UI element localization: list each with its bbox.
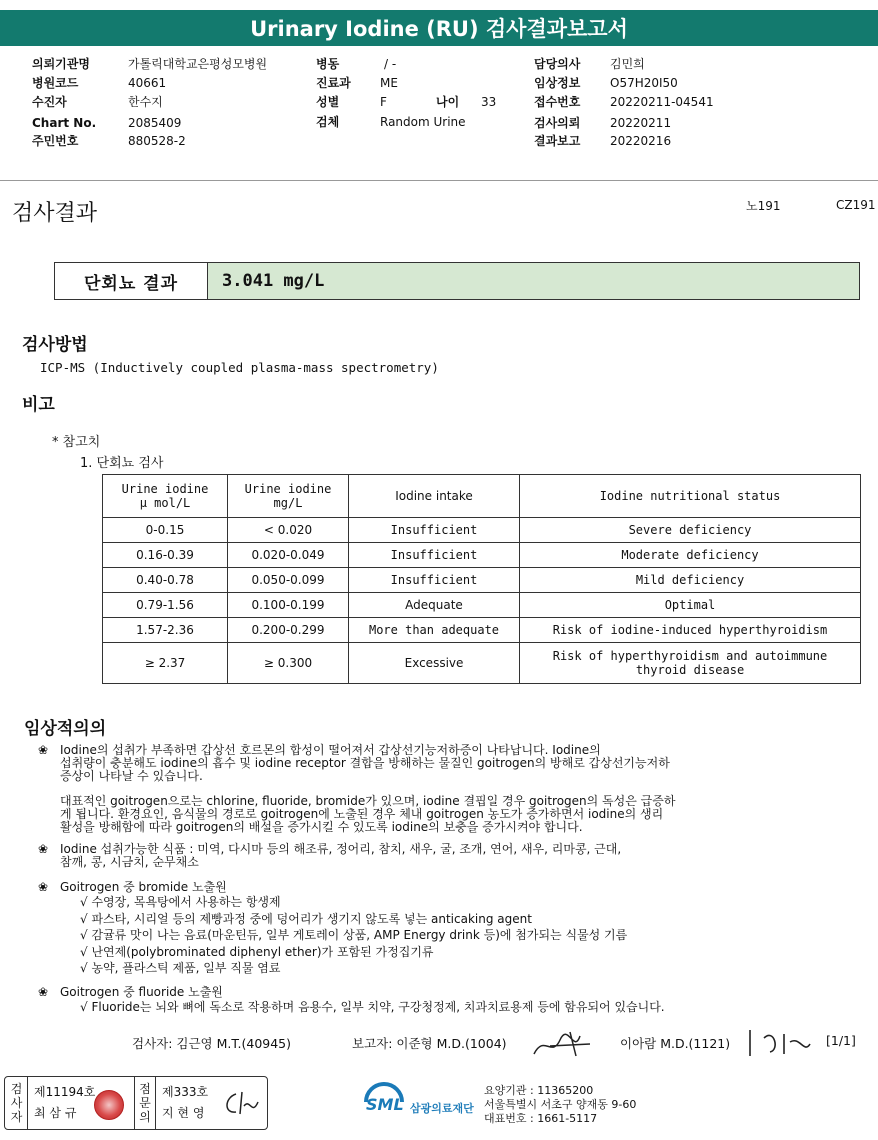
bullet-icon: ❀ [38,985,49,999]
info-value: O57H20I50 [610,76,678,90]
info-label: 담당의사 [534,57,581,71]
table-cell: 1.57-2.36 [103,618,228,643]
footer-label-cell [6,1076,28,1130]
info-label: 임상정보 [534,76,581,90]
reference-subtitle: 1. 단회뇨 검사 [80,456,164,471]
info-value: ME [380,76,398,90]
footer-label: 점문의 [139,1082,151,1124]
fluoride-title: Goitrogen 중 fluoride 노출원 [60,985,223,999]
info-label: 병동 [316,57,340,71]
table-cell: 0.79-1.56 [103,593,228,618]
license-name: 최 삼 규 [34,1106,77,1120]
table-cell: Mild deficiency [520,568,861,593]
table-cell: ≥ 0.300 [228,643,349,684]
table-row [103,643,861,684]
bullet-icon: ❀ [38,880,49,894]
footer-label: 검사자 [10,1082,23,1124]
result-code: 노191 [746,199,781,213]
info-value: 한수지 [128,95,163,109]
result-value: 3.041 mg/L [208,263,859,299]
info-label: 수진자 [32,95,67,109]
list-item: √ 난연제(polybrominated diphenyl ether)가 포함된 가정집기류 [80,944,434,959]
table-cell: 0.020-0.049 [228,543,349,568]
result-box [54,262,860,300]
table-header-row [103,475,861,518]
info-value: F [380,95,387,109]
fluoride-list [80,999,665,1016]
license-number: 제333호 [162,1085,209,1099]
seal-icon [94,1090,124,1120]
result-code: CZ191 [836,198,876,212]
info-label: 진료과 [316,76,351,90]
bullet-icon: ❀ [38,842,49,856]
info-label: Chart No. [32,116,97,130]
bromide-list [80,894,627,977]
table-cell: 0-0.15 [103,518,228,543]
info-value: 20220211-04541 [610,95,714,109]
table-header-cell: Urine iodine μ mol/L [103,475,228,518]
info-value: 2085409 [128,116,182,130]
info-label: 접수번호 [534,95,581,109]
signature-icon [530,1028,596,1060]
info-label: 병원코드 [32,76,79,90]
doctor2-name: 이아람 M.D.(1121) [620,1036,731,1051]
info-value: 20220211 [610,116,672,130]
table-cell: ≥ 2.37 [103,643,228,684]
signature-icon [744,1024,816,1060]
age-label: 나이 [436,95,460,109]
table-cell: 0.100-0.199 [228,593,349,618]
info-label: 성별 [316,95,340,109]
contact-line: 서울특별시 서초구 양재동 9-60 [484,1098,637,1111]
foundation-name: 삼광의료재단 [410,1102,474,1115]
info-label: 결과보고 [534,134,581,148]
info-value: 가톨릭대학교은평성모병원 [128,57,268,71]
list-item: √ 농약, 플라스틱 제품, 일부 직물 염료 [80,961,281,975]
table-cell: 0.200-0.299 [228,618,349,643]
results-heading: 검사결과 [12,201,98,226]
clinical-paragraph: 대표적인 goitrogen으로는 chlorine, fluoride, bromide가 있으며, iodine 결핍일 경우 goitrogen의 독성은 급증하 게 됩니다. 환경요인, 음식물의 경로로 goitrogen에 노출된 경우 체내 goitrogen 농도가 증가하면서 iodine의 생리 활성을 방해함에 따라 goitrogen의 배설을 증가시킬 수 있도록 iodine의 보충을 증가시켜야 합니다. [60,794,676,834]
info-label: 의뢰기관명 [32,57,90,71]
bromide-title: Goitrogen 중 bromide 노출원 [60,880,227,894]
table-header-cell: Iodine nutritional status [520,475,861,518]
table-row [103,568,861,593]
table-cell: Severe deficiency [520,518,861,543]
info-label: 주민번호 [32,134,79,148]
clinical-paragraph: Iodine의 섭취가 부족하면 갑상선 호르몬의 합성이 떨어져서 갑상선기능저하증이 나타납니다. Iodine의 섭취량이 충분해도 iodine의 흡수 및 iodine receptor 결합을 방해하는 물질인 goitrogen의 방해로 갑상선기능저하 증상이 나타날 수 있습니다. [60,743,670,783]
info-value: 김민희 [610,57,645,71]
license-number: 제11194호 [34,1085,96,1099]
divider [0,180,878,181]
info-value: 40661 [128,76,167,90]
license-name: 지 현 영 [162,1106,205,1120]
table-cell: Adequate [349,593,520,618]
table-cell: 0.40-0.78 [103,568,228,593]
info-value: 20220216 [610,134,672,148]
table-cell: < 0.020 [228,518,349,543]
table-row [103,593,861,618]
tester-name: 검사자: 김근영 M.T.(40945) [132,1036,292,1051]
table-cell: Insufficient [349,518,520,543]
table-cell: More than adequate [349,618,520,643]
age-value: 33 [481,95,497,109]
info-label: 검사의뢰 [534,116,581,130]
contact-line: 대표번호 : 1661-5117 [484,1112,598,1125]
table-cell: Excessive [349,643,520,684]
result-label: 단회뇨 결과 [55,263,208,299]
info-value: Random Urine [380,115,466,129]
list-item: √ 파스타, 시리얼 등의 제빵과정 중에 덩어리가 생기지 않도록 넣는 anticaking agent [80,911,532,926]
bullet-icon: ❀ [38,743,49,757]
food-list: Iodine 섭취가능한 식품 : 미역, 다시마 등의 해조류, 정어리, 참치, 새우, 굴, 조개, 연어, 새우, 리마콩, 근대, 참깨, 콩, 시금치, 순무채소 [60,842,622,869]
table-row [103,618,861,643]
table-cell: Moderate deficiency [520,543,861,568]
info-label: 검체 [316,115,340,129]
reference-title: * 참고치 [52,435,101,450]
table-row [103,518,861,543]
table-cell: Optimal [520,593,861,618]
report-title: Urinary Iodine (RU) 검사결과보고서 [250,17,628,41]
footer-label-cell [134,1076,156,1130]
table-cell: Risk of iodine-induced hyperthyroidism [520,618,861,643]
sml-logo-text: SML [366,1095,404,1114]
table-cell: Insufficient [349,543,520,568]
table-cell: 0.050-0.099 [228,568,349,593]
info-value: 880528-2 [128,134,186,148]
method-heading: 검사방법 [22,335,88,355]
list-item: √ Fluoride는 뇌와 뼈에 독소로 작용하며 음용수, 일부 치약, 구강청정제, 치과치료용제 등에 함유되어 있습니다. [80,1000,665,1014]
table-row [103,543,861,568]
contact-line: 요양기관 : 11365200 [484,1084,594,1097]
contact-info [484,1084,636,1126]
method-text: ICP-MS (Inductively coupled plasma-mass spectrometry) [40,360,439,375]
page-indicator: [1/1] [826,1033,856,1048]
info-value: / - [384,57,397,71]
list-item: √ 감귤류 맛이 나는 음료(마운틴듀, 일부 게토레이 상품, AMP Energy drink 등)에 첨가되는 식물성 기름 [80,928,628,942]
table-cell: Risk of hyperthyroidism and autoimmune thyroid disease [520,643,861,684]
list-item: √ 수영장, 목욕탕에서 사용하는 항생제 [80,895,281,909]
table-header-cell: Urine iodine mg/L [228,475,349,518]
table-cell: Insufficient [349,568,520,593]
clinical-heading: 임상적의의 [24,719,107,739]
signature-icon [222,1088,262,1120]
remarks-heading: 비고 [22,395,55,415]
table-cell: 0.16-0.39 [103,543,228,568]
reference-table [102,474,861,684]
reporter-name: 보고자: 이준형 M.D.(1004) [352,1036,507,1051]
report-title-banner [0,10,878,46]
table-header-cell: Iodine intake [349,475,520,518]
